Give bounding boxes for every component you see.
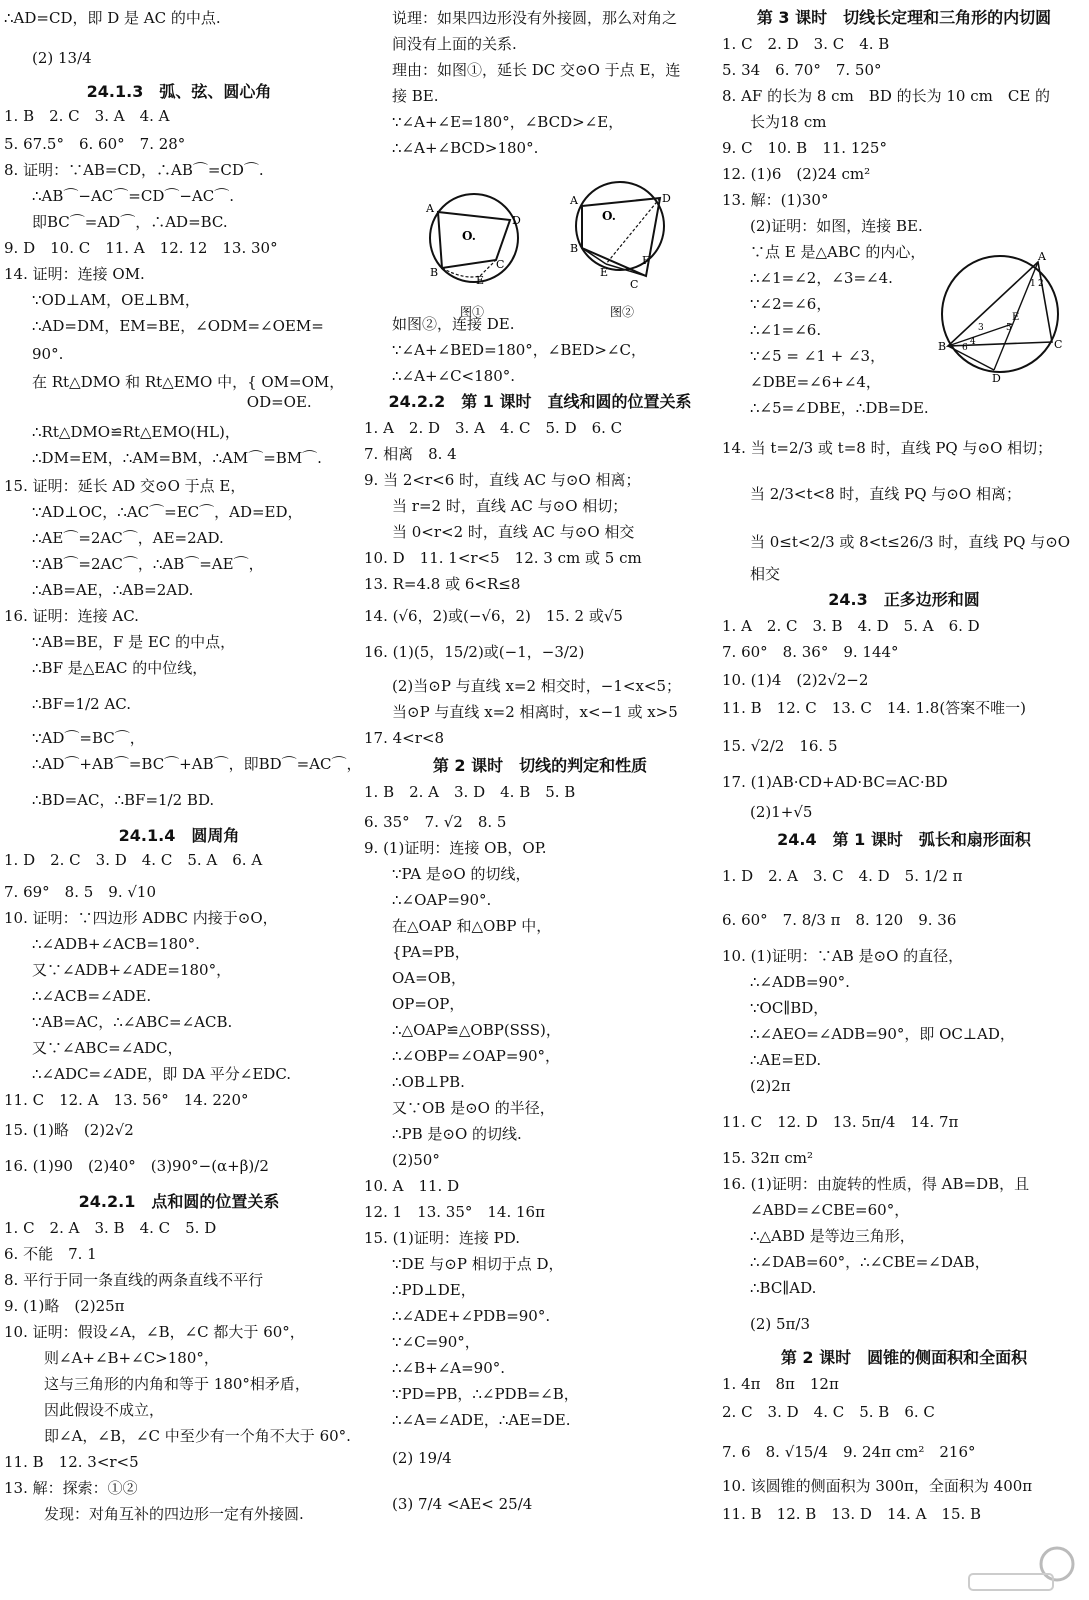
answer-line: ∴∠1=∠6. [750, 321, 822, 339]
answer-line: ∴AB⌒−AC⌒=CD⌒−AC⌒. [32, 187, 234, 205]
answer-line: 5. 34 6. 70° 7. 50° [722, 61, 882, 79]
section-heading: 第 2 课时 圆锥的侧面积和全面积 [780, 1348, 1028, 1367]
answer-line: 在△OAP 和△OBP 中， [392, 917, 552, 935]
answer-line: 9. (1)证明：连接 OB，OP. [364, 839, 547, 857]
answer-line: 13. 解：(1)30° [722, 191, 829, 209]
answer-line: ∴∠A+∠C<180°. [392, 367, 516, 385]
answer-line: 12. (1)6 (2)24 cm² [722, 165, 871, 183]
fig2-label-F: F [642, 254, 650, 267]
answer-line: ∴∠A+∠BCD>180°. [392, 139, 539, 157]
answer-line: 17. (1)AB·CD+AD·BC=AC·BD [722, 773, 948, 791]
fig3-angle-3: 3 [978, 323, 984, 333]
answer-line: ∴AB=AE，∴AB=2AD. [32, 581, 194, 599]
answer-line: 9. C 10. B 11. 125° [722, 139, 887, 157]
fig2-label-E: E [600, 266, 609, 279]
answer-line: 15. 32π cm² [722, 1149, 813, 1167]
answer-line: (2)当⊙P 与直线 x=2 相交时，−1<x<5； [392, 677, 682, 695]
answer-line: 15. (1)证明：连接 PD. [364, 1229, 520, 1247]
answer-line: (2) 5π/3 [750, 1315, 811, 1333]
answer-line: 8. AF 的长为 8 cm BD 的长为 10 cm CE 的 [722, 87, 1051, 105]
answer-line: 则∠A+∠B+∠C>180°， [44, 1349, 219, 1367]
answer-line: ∴∠ADE+∠PDB=90°. [392, 1307, 551, 1325]
answer-line: ∴∠AEO=∠ADB=90°，即 OC⊥AD， [750, 1025, 1015, 1043]
answer-line: 当 2/3<t<8 时，直线 PQ 与⊙O 相离； [750, 485, 1021, 503]
answer-line: ∵OC∥BD， [750, 999, 829, 1017]
answer-line: 6. 60° 7. 8/3 π 8. 120 9. 36 [722, 911, 957, 929]
answer-line: 15. (1)略 (2)2√2 [4, 1121, 134, 1139]
answer-line: ∵∠5 = ∠1 + ∠3， [750, 347, 886, 365]
fig3-angle-5: 5 [1006, 323, 1012, 333]
fig1-label-D: D [512, 214, 521, 227]
answer-line: (2)2π [750, 1077, 791, 1095]
answer-line: 10. 证明：∵四边形 ADBC 内接于⊙O， [4, 909, 278, 927]
answer-line: ∴PD⊥DE， [392, 1281, 476, 1299]
answer-line: 这与三角形的内角和等于 180°相矛盾， [44, 1375, 310, 1393]
answer-line: (3) 7/4 <AE< 25/4 [392, 1495, 533, 1513]
answer-line: ∴∠ACB=∠ADE. [32, 987, 152, 1005]
answer-line: 间没有上面的关系. [392, 35, 517, 53]
answer-line: 因此假设不成立， [44, 1401, 165, 1419]
answer-line: 当 0≤t<2/3 或 8<t≤26/3 时，直线 PQ 与⊙O [750, 533, 1071, 551]
fig1-label-A: A [426, 202, 434, 215]
section-heading: 24.3 正多边形和圆 [828, 590, 980, 609]
fig1-label-B: B [430, 266, 439, 279]
answer-line: 又∵∠ADB+∠ADE=180°， [32, 961, 232, 979]
answer-line: ∴∠A=∠ADE，∴AE=DE. [392, 1411, 571, 1429]
answer-line: ∵∠A+∠BED=180°，∠BED>∠C， [392, 341, 646, 359]
fig2-label-O: O. [602, 209, 616, 223]
answer-line: 14. 当 t=2/3 或 t=8 时，直线 PQ 与⊙O 相切； [722, 439, 1053, 457]
answer-line: ∴DM=EM，∴AM=BM，∴AM⌒=BM⌒. [32, 449, 322, 467]
answer-line: 17. 4<r<8 [364, 729, 445, 747]
answer-line: ∴AD=DM，EM=BE，∠ODM=∠OEM= [32, 317, 324, 335]
answer-line: 13. 解：探索：①② [4, 1479, 138, 1497]
answer-line: (2)50° [392, 1151, 440, 1169]
answer-line: 1. D 2. A 3. C 4. D 5. 1/2 π [722, 867, 963, 885]
answer-line: 7. 6 8. √15/4 9. 24π cm² 216° [722, 1443, 976, 1461]
answer-line: OP=OP， [392, 995, 465, 1013]
answer-line: 8. 平行于同一条直线的两条直线不平行 [4, 1271, 264, 1289]
fig2-caption: 图② [610, 305, 635, 319]
fig3-label-D: D [992, 372, 1001, 385]
answer-line: 1. B 2. A 3. D 4. B 5. B [364, 783, 576, 801]
answer-line: 10. (1)证明：∵AB 是⊙O 的直径， [722, 947, 964, 965]
answer-line: 1. 4π 8π 12π [722, 1375, 839, 1393]
answer-line: ∵AD⌒=BC⌒， [32, 729, 145, 747]
answer-line: 16. (1)证明：由旋转的性质，得 AB=DB，且 [722, 1175, 1030, 1193]
answer-line: 16. (1)(5，15/2)或(−1，−3/2) [364, 643, 585, 661]
answer-line: ∵AD⊥OC，∴AC⌒=EC⌒，AD=ED， [32, 503, 303, 521]
fig1-label-C: C [496, 258, 505, 271]
answer-line: 1. D 2. C 3. D 4. C 5. A 6. A [4, 851, 263, 869]
answer-line: 10. (1)4 (2)2√2−2 [722, 671, 869, 689]
answer-line: ∴BF=1/2 AC. [32, 695, 131, 713]
answer-line: 又∵∠ABC=∠ADC， [32, 1039, 183, 1057]
answer-line: 说理：如果四边形没有外接圆，那么对角之 [392, 9, 678, 27]
answer-line: (2) 13/4 [32, 49, 92, 67]
answer-line: 在 Rt△DMO 和 Rt△EMO 中，{ OM=OM， [32, 373, 345, 391]
answer-line: ∠DBE=∠6+∠4， [750, 373, 881, 391]
answer-line: OD=OE. [32, 393, 312, 411]
answer-line: 15. 证明：延长 AD 交⊙O 于点 E， [4, 477, 246, 495]
answer-line: 发现：对角互补的四边形一定有外接圆. [44, 1505, 304, 1523]
answer-line: 16. 证明：连接 AC. [4, 607, 139, 625]
answer-line: 16. (1)90 (2)40° (3)90°−(α+β)/2 [4, 1157, 269, 1175]
answer-line: ∵点 E 是△ABC 的内心， [750, 243, 926, 261]
fig1-label-E: E [476, 274, 485, 287]
figure-1-circle-quadrilateral [424, 176, 524, 326]
answer-line: 1. A 2. D 3. A 4. C 5. D 6. C [364, 419, 623, 437]
answer-line: ∵∠2=∠6， [750, 295, 832, 313]
answer-line: 又∵OB 是⊙O 的半径， [392, 1099, 555, 1117]
fig2-label-C: C [630, 278, 639, 291]
fig3-label-A: A [1038, 250, 1046, 263]
section-heading: 第 2 课时 切线的判定和性质 [432, 756, 648, 775]
fig2-label-B: B [570, 242, 579, 255]
answer-line: (2) 19/4 [392, 1449, 452, 1467]
answer-line: 10. A 11. D [364, 1177, 460, 1195]
answer-line: 接 BE. [392, 87, 439, 105]
answer-line: ∴OB⊥PB. [392, 1073, 465, 1091]
answer-line: {PA=PB， [392, 943, 470, 961]
fig3-angle-4: 4 [970, 337, 976, 347]
answer-line: 9. (1)略 (2)25π [4, 1297, 125, 1315]
section-heading: 24.2.2 第 1 课时 直线和圆的位置关系 [388, 392, 692, 411]
answer-line: ∵AB⌒=2AC⌒，∴AB⌒=AE⌒， [32, 555, 264, 573]
answer-line: 14. 证明：连接 OM. [4, 265, 145, 283]
answer-line: ∵∠C=90°， [392, 1333, 480, 1351]
answer-line: 14. (√6，2)或(−√6，2) 15. 2 或√5 [364, 607, 623, 625]
answer-line: ∴PB 是⊙O 的切线. [392, 1125, 522, 1143]
answer-line: ∵PA 是⊙O 的切线， [392, 865, 531, 883]
answer-line: 12. 1 13. 35° 14. 16π [364, 1203, 545, 1221]
answer-line: ∴AE⌒=2AC⌒，AE=2AD. [32, 529, 224, 547]
answer-line: (2)证明：如图，连接 BE. [750, 217, 923, 235]
answer-line: ∴∠5=∠DBE，∴DB=DE. [750, 399, 929, 417]
answer-line: 5. 67.5° 6. 60° 7. 28° [4, 135, 186, 153]
section-heading: 24.4 第 1 课时 弧长和扇形面积 [777, 830, 1031, 849]
answer-line: 11. B 12. 3<r<5 [4, 1453, 139, 1471]
fig3-angle-1: 1 [1030, 279, 1036, 289]
figure-3-incircle [938, 250, 1068, 386]
answer-line: 当 0<r<2 时，直线 AC 与⊙O 相交 [392, 523, 635, 541]
answer-line: ∴BD=AC，∴BF=1/2 BD. [32, 791, 215, 809]
answer-line: 长为18 cm [750, 113, 827, 131]
answer-line: 15. √2/2 16. 5 [722, 737, 838, 755]
answer-line: ∴Rt△DMO≌Rt△EMO(HL)， [32, 423, 240, 441]
answer-line: ∴∠ADB=90°. [750, 973, 850, 991]
answer-line: 1. A 2. C 3. B 4. D 5. A 6. D [722, 617, 980, 635]
answer-line: ∴BF 是△EAC 的中位线， [32, 659, 208, 677]
answer-line: 10. 证明：假设∠A，∠B，∠C 都大于 60°， [4, 1323, 305, 1341]
answer-line: ∠ABD=∠CBE=60°， [750, 1201, 910, 1219]
answer-line: 当 r=2 时，直线 AC 与⊙O 相切； [392, 497, 628, 515]
answer-line: 13. R=4.8 或 6<R≤8 [364, 575, 521, 593]
answer-line: ∴AD⌒+AB⌒=BC⌒+AB⌒，即BD⌒=AC⌒， [32, 755, 362, 773]
fig3-angle-6: 6 [962, 343, 968, 353]
answer-line: 理由：如图①，延长 DC 交⊙O 于点 E，连 [392, 61, 681, 79]
fig2-label-D: D [662, 192, 671, 205]
section-heading: 第 3 课时 切线长定理和三角形的内切圆 [756, 8, 1052, 27]
answer-line: ∵∠A+∠E=180°，∠BCD>∠E， [392, 113, 624, 131]
watermark-logo [961, 1544, 1081, 1594]
answer-line: 1. B 2. C 3. A 4. A [4, 107, 170, 125]
answer-line: ∴AD=CD，即 D 是 AC 的中点. [4, 9, 221, 27]
answer-line: ∴△OAP≌△OBP(SSS)， [392, 1021, 561, 1039]
answer-line: 7. 相离 8. 4 [364, 445, 457, 463]
answer-line: 7. 60° 8. 36° 9. 144° [722, 643, 899, 661]
answer-line: (2)1+√5 [750, 803, 813, 821]
figure-2-circle-quadrilateral [568, 176, 672, 326]
answer-line: ∵OD⊥AM，OE⊥BM， [32, 291, 200, 309]
fig3-label-C: C [1054, 338, 1063, 351]
section-heading: 24.1.3 弧、弦、圆心角 [86, 82, 272, 101]
answer-line: ∴∠DAB=60°，∴∠CBE=∠DAB， [750, 1253, 990, 1271]
answer-line: ∴△ABD 是等边三角形， [750, 1227, 915, 1245]
answer-line: ∵AB=AC，∴∠ABC=∠ACB. [32, 1013, 233, 1031]
fig1-label-O: O. [462, 229, 476, 243]
answer-line: 10. 该圆锥的侧面积为 300π，全面积为 400π [722, 1477, 1033, 1495]
answer-line: OA=OB， [392, 969, 467, 987]
answer-line: 相交 [750, 565, 781, 583]
answer-line: 11. B 12. B 13. D 14. A 15. B [722, 1505, 982, 1523]
answer-line: ∴BC∥AD. [750, 1279, 817, 1297]
answer-line: ∴AE=ED. [750, 1051, 822, 1069]
answer-line: 11. B 12. C 13. C 14. 1.8(答案不唯一) [722, 699, 1027, 717]
fig2-label-A: A [570, 194, 578, 207]
answer-line: 即BC⌒=AD⌒，∴AD=BC. [32, 213, 228, 231]
answer-line: 10. D 11. 1<r<5 12. 3 cm 或 5 cm [364, 549, 642, 567]
answer-line: ∵DE 与⊙P 相切于点 D， [392, 1255, 564, 1273]
answer-line: 如图②，连接 DE. [392, 315, 515, 333]
answer-line: 即∠A，∠B，∠C 中至少有一个角不大于 60°. [44, 1427, 351, 1445]
fig3-label-E: E [1012, 312, 1020, 323]
answer-line: 9. D 10. C 11. A 12. 12 13. 30° [4, 239, 278, 257]
answer-line: ∴∠ADB+∠ACB=180°. [32, 935, 200, 953]
answer-line: 11. C 12. A 13. 56° 14. 220° [4, 1091, 249, 1109]
fig3-label-B: B [938, 340, 947, 353]
answer-line: 90°. [32, 345, 64, 363]
answer-line: 1. C 2. A 3. B 4. C 5. D [4, 1219, 217, 1237]
answer-line: ∵PD=PB，∴∠PDB=∠B， [392, 1385, 579, 1403]
answer-line: 7. 69° 8. 5 9. √10 [4, 883, 157, 901]
answer-line: ∴∠1=∠2，∠3=∠4. [750, 269, 893, 287]
answer-line: 当⊙P 与直线 x=2 相离时，x<−1 或 x>5 [392, 703, 678, 721]
answer-line: 1. C 2. D 3. C 4. B [722, 35, 890, 53]
fig1-caption: 图① [460, 305, 485, 319]
answer-line: ∴∠B+∠A=90°. [392, 1359, 506, 1377]
answer-line: ∴∠OBP=∠OAP=90°， [392, 1047, 561, 1065]
section-heading: 24.1.4 圆周角 [118, 826, 240, 845]
answer-line: 6. 不能 7. 1 [4, 1245, 97, 1263]
answer-line: 11. C 12. D 13. 5π/4 14. 7π [722, 1113, 959, 1131]
answer-line: 6. 35° 7. √2 8. 5 [364, 813, 507, 831]
section-heading: 24.2.1 点和圆的位置关系 [78, 1192, 280, 1211]
fig3-angle-2: 2 [1038, 279, 1044, 289]
answer-line: 2. C 3. D 4. C 5. B 6. C [722, 1403, 935, 1421]
answer-line: 8. 证明：∵AB=CD，∴AB⌒=CD⌒. [4, 161, 264, 179]
answer-line: 9. 当 2<r<6 时，直线 AC 与⊙O 相离； [364, 471, 641, 489]
answer-line: ∴∠OAP=90°. [392, 891, 492, 909]
answer-line: ∴∠ADC=∠ADE，即 DA 平分∠EDC. [32, 1065, 292, 1083]
answer-line: ∵AB=BE，F 是 EC 的中点， [32, 633, 236, 651]
